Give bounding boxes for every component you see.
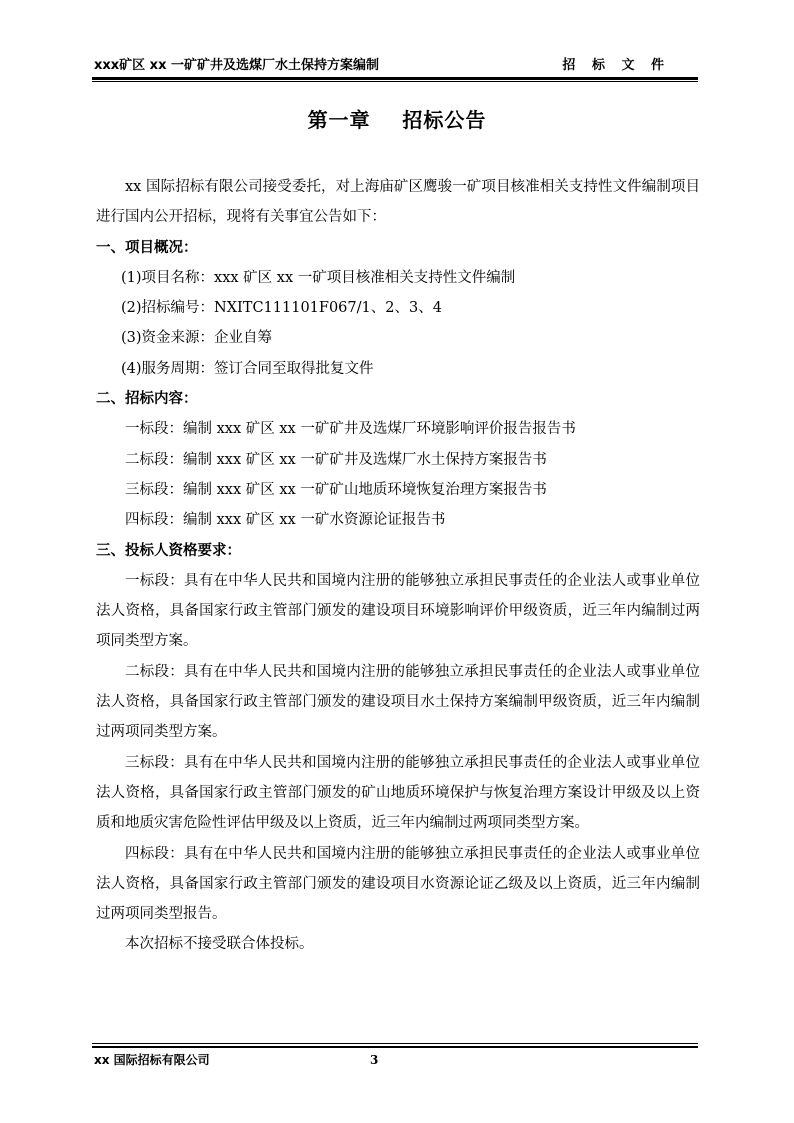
content-item: 三标段：编制 xxx 矿区 xx 一矿矿山地质环境恢复治理方案报告书 [125,481,547,498]
section-heading-overview: 一、项目概况： [96,239,198,256]
header-rule-thick [92,77,698,80]
section-heading-content: 二、招标内容： [96,391,198,408]
footer-company: xx 国际招标有限公司 [94,1053,210,1067]
page-number: 3 [370,1053,379,1067]
header-project-title: xxx矿区 xx 一矿矿井及选煤厂水土保持方案编制 [94,58,379,73]
section-heading-qualifications: 三、投标人资格要求： [96,542,241,559]
content-item: 四标段：编制 xxx 矿区 xx 一矿水资源论证报告书 [125,512,446,529]
content-item: 二标段：编制 xxx 矿区 xx 一矿矿井及选煤厂水土保持方案报告书 [125,451,547,468]
intro-paragraph: xx 国际招标有限公司接受委托，对上海庙矿区鹰骏一矿项目核准相关支持性文件编制项目进行国内公开招标，现将有关事宜公告如下： [96,179,700,226]
qualification-paragraph: 三标段：具有在中华人民共和国境内注册的能够独立承担民事责任的企业法人或事业单位法人资格，具备国家行政主管部门颁发的矿山地质环境保护与恢复治理方案设计甲级及以上资质和地质灾害危险性评估甲级及以上资质，近三年内编制过两项同类型方案。 [96,754,700,832]
qualification-paragraph: 二标段：具有在中华人民共和国境内注册的能够独立承担民事责任的企业法人或事业单位法人资格，具备国家行政主管部门颁发的建设项目水土保持方案编制甲级资质，近三年内编制过两项同类型方案。 [96,663,700,741]
qualification-paragraph: 本次招标不接受联合体投标。 [125,936,314,953]
overview-item: (2)招标编号：NXITC111101F067/1、2、3、4 [121,300,442,317]
overview-item: (1)项目名称：xxx 矿区 xx 一矿项目核准相关支持性文件编制 [121,269,516,286]
chapter-title: 第一章 招标公告 [307,108,487,132]
document-body [96,172,700,960]
overview-item: (3)资金来源：企业自筹 [121,330,273,347]
overview-item: (4)服务周期：签订合同至取得批复文件 [121,360,374,377]
qualification-paragraph: 一标段：具有在中华人民共和国境内注册的能够独立承担民事责任的企业法人或事业单位法人资格，具备国家行政主管部门颁发的建设项目环境影响评价甲级资质，近三年内编制过两项同类型方案。 [96,572,700,650]
qualification-paragraph: 四标段：具有在中华人民共和国境内注册的能够独立承担民事责任的企业法人或事业单位法人资格，具备国家行政主管部门颁发的建设项目水资源论证乙级及以上资质，近三年内编制过两项同类型报告。 [96,845,700,923]
content-item: 一标段：编制 xxx 矿区 xx 一矿矿井及选煤厂环境影响评价报告报告书 [125,421,576,438]
header-doc-type: 招 标 文 件 [562,58,670,73]
page-header [92,56,698,76]
footer-rule-thin [92,1043,698,1044]
page-footer [92,1050,698,1070]
header-rule-thin [92,81,698,82]
footer-rule-thick [92,1046,698,1048]
